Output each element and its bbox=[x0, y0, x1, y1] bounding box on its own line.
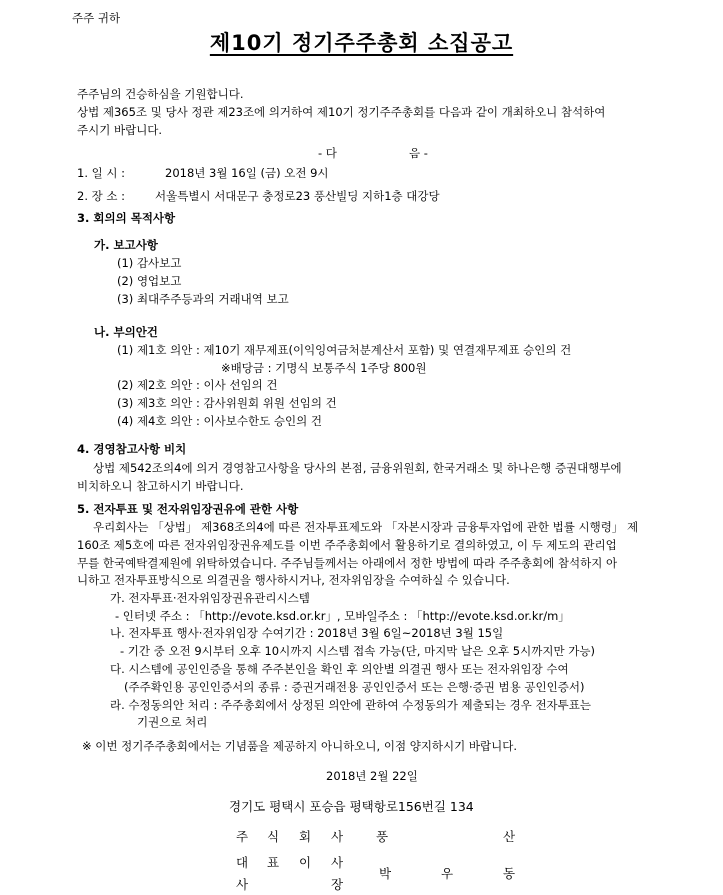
date-value: 2018년 3월 16일 (금) 오전 9시 bbox=[165, 166, 329, 180]
ceo-title-char: 표 bbox=[267, 855, 280, 870]
report-item-3: (3) 최대주주등과의 거래내역 보고 bbox=[117, 292, 289, 306]
section-5-c: 다. 시스템에 공인인증을 통해 주주본인을 확인 후 의안별 의결권 행사 또는 전자위임장 수여 bbox=[110, 662, 569, 676]
section-5-title: 5. 전자투표 및 전자위임장권유에 관한 사항 bbox=[77, 502, 299, 516]
section-4-title: 4. 경영참고사항 비치 bbox=[77, 442, 187, 456]
place-value: 서울특별시 서대문구 충정로23 풍산빌딩 지하1층 대강당 bbox=[155, 189, 440, 203]
souvenir-notice: ※ 이번 정기주주총회에서는 기념품을 제공하지 아니하오니, 이점 양지하시기 바랍니다. bbox=[82, 739, 518, 753]
company-char: 회 bbox=[299, 829, 312, 844]
dividend-note: ※배당금 : 기명식 보통주식 1주당 800원 bbox=[221, 361, 427, 375]
ceo-title-char: 사 bbox=[331, 855, 344, 870]
intro-line-3: 주시기 바랍니다. bbox=[77, 123, 163, 137]
resolution-title: 나. 부의안건 bbox=[94, 325, 158, 339]
report-title: 가. 보고사항 bbox=[94, 238, 158, 252]
section-5-para-2: 160조 제5호에 따른 전자위임장권유제도를 이번 주주총회에서 활용하기로 결의하였고, 이 두 제도의 관리업 bbox=[77, 538, 617, 552]
ceo-title-char: 장 bbox=[331, 877, 344, 892]
company-char: 사 bbox=[331, 829, 344, 844]
section-5-para-4: 니하고 전자투표방식으로 의결권을 행사하시거나, 전자위임장을 수여하실 수 있습니다. bbox=[77, 573, 510, 587]
section-5-para-3: 무를 한국예탁결제원에 위탁하였습니다. 주주님들께서는 아래에서 정한 방법에 따라 주주총회에 참석하지 아 bbox=[77, 556, 618, 570]
ceo-name-char: 동 bbox=[503, 866, 516, 881]
report-item-1: (1) 감사보고 bbox=[117, 256, 182, 270]
section-5-a: 가. 전자투표·전자위임장권유관리시스템 bbox=[110, 591, 310, 605]
addressee: 주주 귀하 bbox=[72, 11, 121, 25]
section-5-c-detail: (주주확인용 공인인증서의 종류 : 증권거래전용 공인인증서 또는 은행·증권 범용 공인인증서) bbox=[124, 680, 585, 694]
issue-date: 2018년 2월 22일 bbox=[326, 769, 418, 783]
resolution-item-2: (2) 제2호 의안 : 이사 선임의 건 bbox=[117, 378, 278, 392]
agenda-title: 3. 회의의 목적사항 bbox=[77, 211, 176, 225]
divider-left: - 다 bbox=[318, 146, 337, 160]
section-5-d-line-2: 기권으로 처리 bbox=[137, 715, 208, 729]
intro-line-2: 상법 제365조 및 당사 정관 제23조에 의거하여 제10기 정기주주총회를 다음과 같이 개최하오니 참석하여 bbox=[77, 105, 606, 119]
place-label: 2. 장 소 : bbox=[77, 189, 126, 203]
section-5-d-line-1: 라. 수정동의안 처리 : 주주총회에서 상정된 의안에 관하여 수정동의가 제출되는 경우 전자투표는 bbox=[110, 698, 591, 712]
resolution-item-3: (3) 제3호 의안 : 감사위원회 위원 선임의 건 bbox=[117, 396, 337, 410]
company-char: 산 bbox=[503, 829, 516, 844]
company-char: 풍 bbox=[376, 829, 389, 844]
company-char: 주 bbox=[236, 829, 249, 844]
ceo-title-char: 이 bbox=[299, 855, 312, 870]
ceo-title-char: 대 bbox=[236, 855, 249, 870]
company-address: 경기도 평택시 포승읍 평택항로156번길 134 bbox=[229, 799, 474, 814]
divider-right: 음 - bbox=[409, 146, 428, 160]
company-char: 식 bbox=[267, 829, 280, 844]
ceo-name-char: 박 bbox=[379, 866, 392, 881]
section-5-b-detail: - 기간 중 오전 9시부터 오후 10시까지 시스템 접속 가능(단, 마지막 날은 오후 5시까지만 가능) bbox=[120, 644, 595, 658]
date-label: 1. 일 시 : bbox=[77, 166, 126, 180]
ceo-title-char: 사 bbox=[236, 877, 249, 892]
section-4-line-2: 비치하오니 참고하시기 바랍니다. bbox=[77, 479, 244, 493]
section-5-para-1: 우리회사는 「상법」 제368조의4에 따른 전자투표제도와 「자본시장과 금융투자업에 관한 법률 시행령」 제 bbox=[93, 520, 639, 534]
intro-line-1: 주주님의 건승하심을 기원합니다. bbox=[77, 87, 244, 101]
page-title: 제10기 정기주주총회 소집공고 bbox=[209, 31, 514, 55]
ceo-name-char: 우 bbox=[441, 866, 454, 881]
resolution-item-4: (4) 제4호 의안 : 이사보수한도 승인의 건 bbox=[117, 414, 322, 428]
section-4-line-1: 상법 제542조의4에 의거 경영참고사항을 당사의 본점, 금융위원회, 한국거래소 및 하나은행 증권대행부에 bbox=[93, 461, 622, 475]
section-5-b: 나. 전자투표 행사·전자위임장 수여기간 : 2018년 3월 6일~2018년 3월 15일 bbox=[110, 626, 504, 640]
resolution-item-1: (1) 제1호 의안 : 제10기 재무제표(이익잉여금처분계산서 포함) 및 연결재무제표 승인의 건 bbox=[117, 343, 572, 357]
section-5-a-detail: - 인터넷 주소 : 「http://evote.ksd.or.kr」, 모바일주소 : 「http://evote.ksd.or.kr/m」 bbox=[115, 609, 570, 623]
report-item-2: (2) 영업보고 bbox=[117, 274, 182, 288]
